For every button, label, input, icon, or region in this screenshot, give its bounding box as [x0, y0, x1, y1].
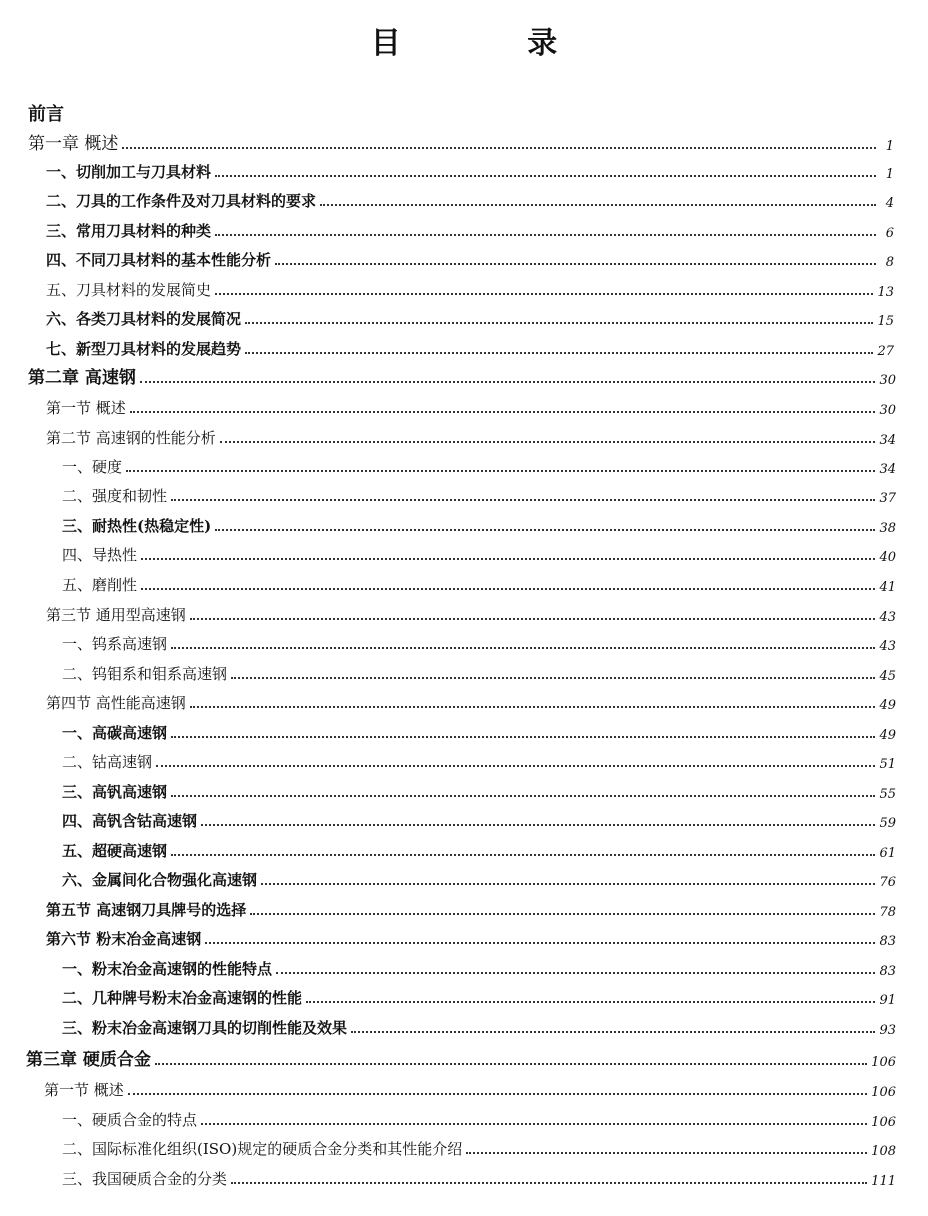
toc-entry-label: 一、粉末冶金高速钢的性能特点	[62, 960, 273, 978]
toc-entry-page: 49	[879, 728, 896, 743]
toc-entry-page: 78	[879, 905, 896, 920]
toc-entry	[62, 955, 896, 979]
toc-entry	[62, 984, 896, 1008]
toc-entry-page: 76	[879, 875, 896, 890]
dot-leader	[351, 1025, 875, 1033]
toc-entry-label: 第一节 概述	[44, 1081, 124, 1099]
toc-entry-label: 第三节 通用型高速钢	[46, 606, 186, 624]
toc-entry-page: 83	[879, 934, 896, 949]
toc-entry	[62, 1135, 896, 1159]
toc-entry-label: 七、新型刀具材料的发展趋势	[46, 340, 242, 358]
toc-entry-page: 6	[885, 226, 894, 241]
dot-leader	[171, 848, 875, 856]
toc-entry	[62, 837, 896, 861]
toc-entry	[44, 1076, 896, 1100]
dot-leader	[122, 141, 876, 149]
toc-entry-label: 第三章 硬质合金	[26, 1050, 151, 1070]
dot-leader	[171, 493, 875, 501]
dot-leader	[306, 995, 875, 1003]
toc-entry	[46, 896, 896, 920]
toc-entry	[46, 217, 894, 241]
toc-entry-label: 第四节 高性能高速钢	[46, 694, 186, 712]
toc-entry-page: 111	[871, 1174, 896, 1189]
toc-entry-label: 五、磨削性	[62, 576, 138, 594]
toc-entry-page: 93	[879, 1023, 896, 1038]
toc-entry-page: 59	[879, 816, 896, 831]
toc-entry	[62, 1106, 896, 1130]
toc-entry-label: 第二节 高速钢的性能分析	[46, 429, 216, 447]
toc-entry-label: 三、粉末冶金高速钢刀具的切削性能及效果	[62, 1019, 348, 1037]
dot-leader	[171, 641, 875, 649]
toc-entry-label: 二、钴高速钢	[62, 753, 153, 771]
toc-entry	[46, 158, 894, 182]
toc-entry	[28, 130, 894, 154]
dot-leader	[215, 287, 873, 295]
dot-leader	[275, 257, 876, 265]
toc-entry-page: 41	[879, 580, 896, 595]
dot-leader	[171, 789, 875, 797]
toc-entry	[26, 1046, 896, 1070]
toc-entry-page: 43	[879, 610, 896, 625]
toc-entry-page: 51	[879, 757, 896, 772]
dot-leader	[215, 228, 876, 236]
toc-entry-page: 1	[885, 139, 894, 154]
toc-entry-label: 一、硬度	[62, 458, 123, 476]
toc-entry-label: 一、切削加工与刀具材料	[46, 163, 212, 181]
dot-leader	[141, 552, 875, 560]
toc-entry-label: 二、几种牌号粉末冶金高速钢的性能	[62, 989, 303, 1007]
toc-entry	[62, 866, 896, 890]
dot-leader	[261, 877, 875, 885]
toc-entry-label: 三、高钒高速钢	[62, 783, 168, 801]
toc-entry-label: 第一节 概述	[46, 399, 126, 417]
toc-entry	[46, 276, 894, 300]
dot-leader	[171, 730, 875, 738]
toc-entry	[46, 601, 896, 625]
toc-entry	[46, 305, 894, 329]
toc-entry-page: 45	[879, 669, 896, 684]
dot-leader	[250, 907, 875, 915]
toc-entry-label: 五、超硬高速钢	[62, 842, 168, 860]
toc-entry	[28, 364, 896, 388]
toc-entry-page: 40	[879, 550, 896, 565]
toc-entry	[46, 394, 896, 418]
toc-entry-label: 二、国际标准化组织(ISO)规定的硬质合金分类和其性能介绍	[62, 1140, 463, 1158]
toc-entry	[46, 424, 896, 448]
toc-entry	[62, 453, 896, 477]
toc-entry-label: 第六节 粉末冶金高速钢	[46, 930, 202, 948]
toc-entry-label: 二、钨钼系和钼系高速钢	[62, 665, 228, 683]
dot-leader	[205, 936, 875, 944]
dot-leader	[201, 818, 875, 826]
dot-leader	[231, 1176, 867, 1184]
dot-leader	[141, 582, 875, 590]
toc-entry-page: 1	[885, 167, 894, 182]
toc-entry-page: 30	[879, 373, 896, 388]
toc-entry-label: 一、钨系高速钢	[62, 635, 168, 653]
toc-entry-label: 二、刀具的工作条件及对刀具材料的要求	[46, 192, 317, 210]
toc-entry	[62, 778, 896, 802]
dot-leader	[215, 169, 876, 177]
preface-heading: 前言	[28, 104, 64, 125]
dot-leader	[201, 1117, 867, 1125]
dot-leader	[155, 1057, 867, 1065]
toc-entry-label: 第五节 高速钢刀具牌号的选择	[46, 901, 247, 919]
toc-entry-label: 三、我国硬质合金的分类	[62, 1170, 228, 1188]
toc-entry	[46, 187, 894, 211]
toc-entry-page: 91	[879, 993, 896, 1008]
toc-entry	[62, 660, 896, 684]
dot-leader	[320, 198, 876, 206]
toc-entry-page: 37	[879, 491, 896, 506]
toc-entry-page: 108	[871, 1144, 896, 1159]
toc-entry-page: 27	[877, 344, 894, 359]
toc-entry-page: 106	[871, 1055, 896, 1070]
dot-leader	[190, 612, 876, 620]
toc-entry-page: 49	[879, 698, 896, 713]
toc-entry-label: 二、强度和韧性	[62, 487, 168, 505]
toc-entry-page: 55	[879, 787, 896, 802]
dot-leader	[245, 316, 873, 324]
toc-entry	[46, 335, 894, 359]
dot-leader	[466, 1146, 867, 1154]
dot-leader	[276, 966, 875, 974]
toc-entry-page: 34	[879, 433, 896, 448]
toc-entry	[62, 541, 896, 565]
toc-entry-label: 五、刀具材料的发展简史	[46, 281, 212, 299]
toc-entry-label: 一、高碳高速钢	[62, 724, 168, 742]
toc-entry	[62, 1165, 896, 1189]
dot-leader	[128, 1087, 867, 1095]
toc-entry-label: 第一章 概述	[28, 134, 119, 154]
toc-entry-page: 106	[871, 1085, 896, 1100]
dot-leader	[231, 671, 875, 679]
toc-entry-label: 六、金属间化合物强化高速钢	[62, 871, 258, 889]
toc-entry-page: 83	[879, 964, 896, 979]
toc-entry-label: 第二章 高速钢	[28, 368, 136, 388]
toc-entry	[62, 719, 896, 743]
toc-entry-page: 34	[879, 462, 896, 477]
toc-entry	[62, 1014, 896, 1038]
dot-leader	[140, 375, 876, 383]
toc-entry-page: 106	[871, 1115, 896, 1130]
toc-entry-label: 六、各类刀具材料的发展简况	[46, 310, 242, 328]
toc-entry-page: 43	[879, 639, 896, 654]
toc-entry	[62, 512, 896, 536]
dot-leader	[190, 700, 876, 708]
toc-entry-page: 8	[885, 255, 894, 270]
dot-leader	[245, 346, 873, 354]
toc-entry-label: 四、高钒含钴高速钢	[62, 812, 198, 830]
toc-entry-label: 四、导热性	[62, 546, 138, 564]
toc-entry-page: 30	[879, 403, 896, 418]
toc-entry-page: 61	[879, 846, 896, 861]
toc-entry	[46, 246, 894, 270]
toc-entry-label: 一、硬质合金的特点	[62, 1111, 198, 1129]
toc-entry-page: 13	[877, 285, 894, 300]
toc-entry	[62, 807, 896, 831]
toc-entry	[46, 925, 896, 949]
dot-leader	[156, 759, 875, 767]
toc-entry	[46, 689, 896, 713]
toc-entry-label: 三、耐热性(热稳定性)	[62, 517, 212, 535]
toc-entry-label: 四、不同刀具材料的基本性能分析	[46, 251, 272, 269]
toc-entry	[62, 482, 896, 506]
dot-leader	[220, 435, 876, 443]
toc-entry	[62, 630, 896, 654]
toc-entry-page: 15	[877, 314, 894, 329]
toc-entry	[62, 571, 896, 595]
toc-entry	[62, 748, 896, 772]
dot-leader	[130, 405, 876, 413]
page-title: 目 录	[370, 26, 616, 61]
dot-leader	[126, 464, 875, 472]
toc-entry-page: 38	[879, 521, 896, 536]
dot-leader	[215, 523, 875, 531]
toc-entry-label: 三、常用刀具材料的种类	[46, 222, 212, 240]
toc-entry-page: 4	[885, 196, 894, 211]
